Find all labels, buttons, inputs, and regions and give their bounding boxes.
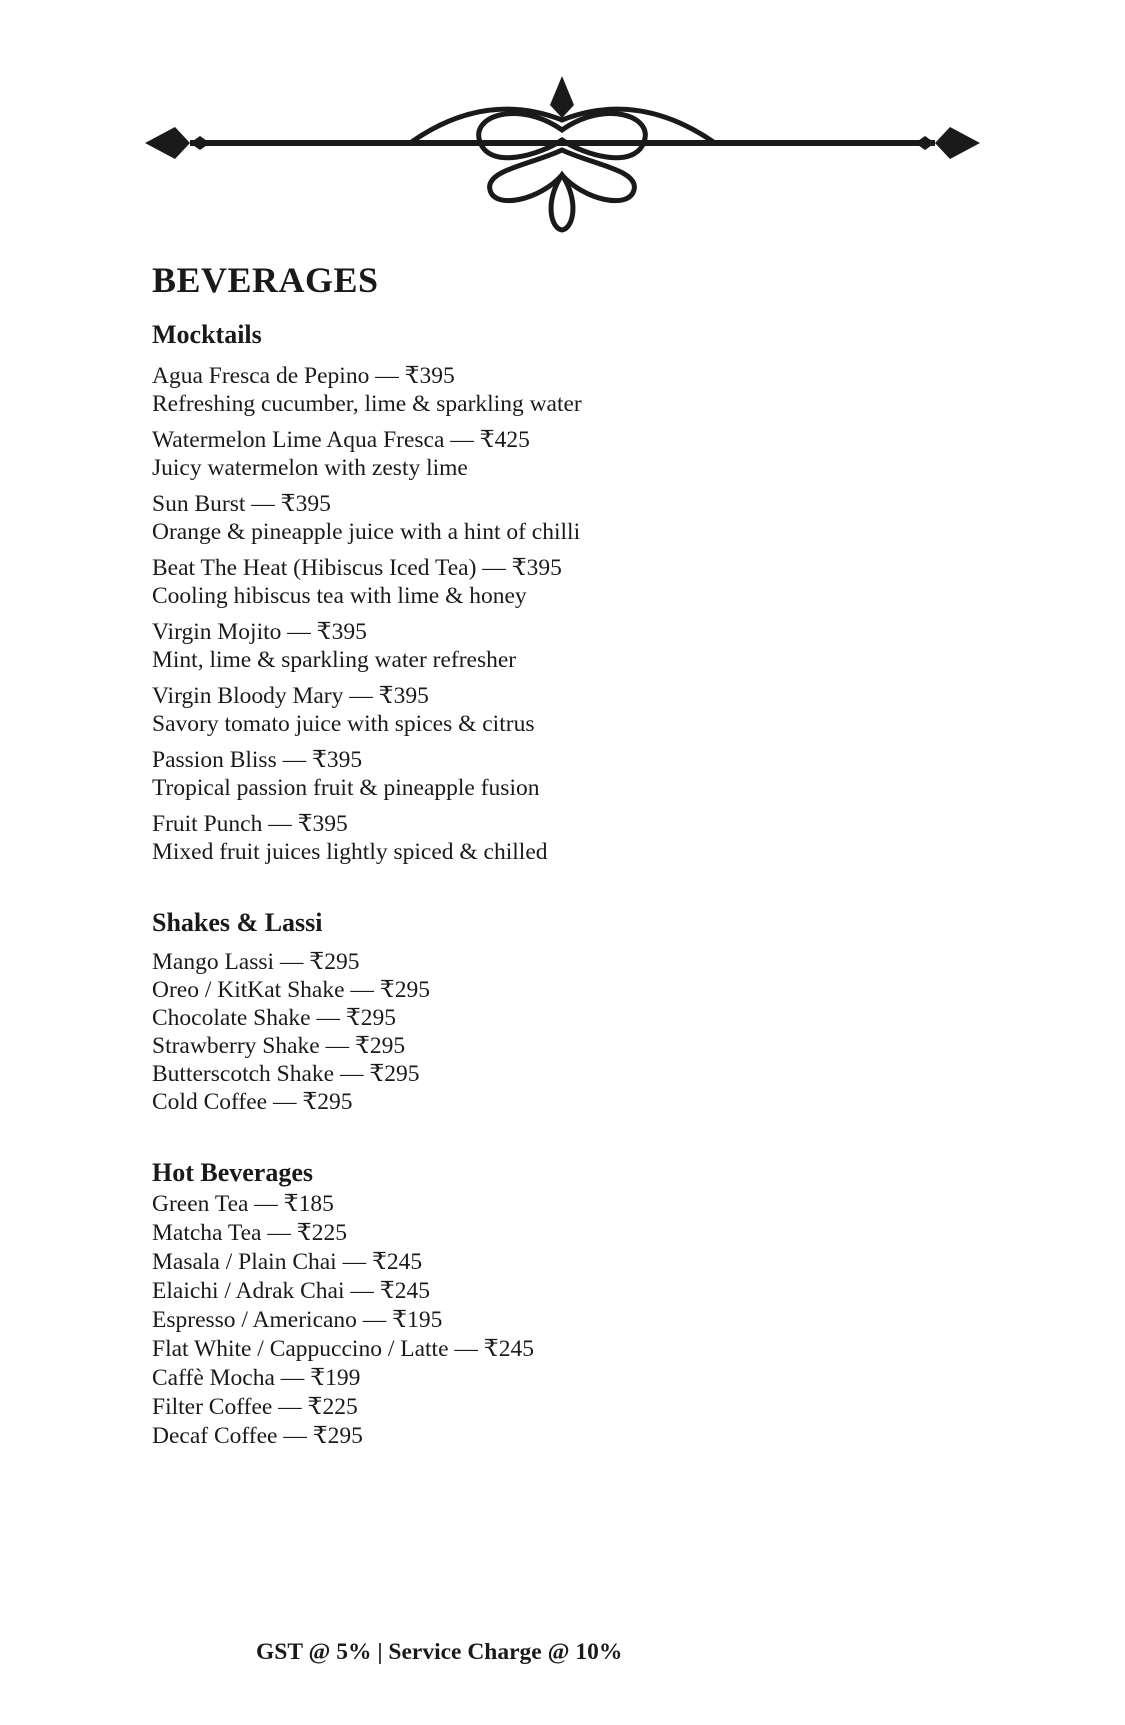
- menu-item: [152, 490, 1032, 546]
- hot-beverages-list: [152, 1190, 1032, 1451]
- section-title: BEVERAGES: [152, 260, 379, 300]
- mocktails-section: [152, 318, 1032, 866]
- item-name-price: Virgin Mojito — ₹395: [152, 619, 367, 645]
- shakes-list: [152, 948, 1032, 1116]
- menu-item: [152, 618, 1032, 674]
- category-title-shakes: Shakes & Lassi: [152, 908, 323, 937]
- item-description: Cooling hibiscus tea with lime & honey: [152, 583, 527, 609]
- item-description: Juicy watermelon with zesty lime: [152, 455, 468, 481]
- tax-footer-note: GST @ 5% | Service Charge @ 10%: [256, 1639, 623, 1665]
- menu-item: Oreo / KitKat Shake — ₹295: [152, 977, 430, 1003]
- menu-item: [152, 746, 1032, 802]
- menu-item: Caffè Mocha — ₹199: [152, 1365, 361, 1391]
- menu-item: [152, 362, 1032, 418]
- menu-item: Flat White / Cappuccino / Latte — ₹245: [152, 1336, 534, 1362]
- menu-item: Matcha Tea — ₹225: [152, 1220, 347, 1246]
- mocktails-list: [152, 362, 1032, 866]
- menu-item: [152, 810, 1032, 866]
- item-name-price: Fruit Punch — ₹395: [152, 811, 348, 837]
- item-description: Savory tomato juice with spices & citrus: [152, 711, 535, 737]
- item-description: Refreshing cucumber, lime & sparkling water: [152, 391, 582, 417]
- menu-item: Green Tea — ₹185: [152, 1191, 334, 1217]
- menu-item: Butterscotch Shake — ₹295: [152, 1061, 420, 1087]
- item-name-price: Passion Bliss — ₹395: [152, 747, 363, 773]
- shakes-section: [152, 906, 1032, 1116]
- menu-item: [152, 554, 1032, 610]
- item-description: Mint, lime & sparkling water refresher: [152, 647, 517, 673]
- item-description: Orange & pineapple juice with a hint of chilli: [152, 519, 581, 545]
- flourish-divider-icon: [140, 70, 985, 245]
- menu-item: Decaf Coffee — ₹295: [152, 1423, 363, 1449]
- item-name-price: Agua Fresca de Pepino — ₹395: [152, 363, 455, 389]
- item-description: Mixed fruit juices lightly spiced & chilled: [152, 839, 548, 865]
- menu-item: Espresso / Americano — ₹195: [152, 1307, 443, 1333]
- category-title-mocktails: Mocktails: [152, 320, 262, 349]
- item-name-price: Virgin Bloody Mary — ₹395: [152, 683, 429, 709]
- item-description: Tropical passion fruit & pineapple fusion: [152, 775, 540, 801]
- item-name-price: Beat The Heat (Hibiscus Iced Tea) — ₹395: [152, 555, 562, 581]
- menu-item: Mango Lassi — ₹295: [152, 949, 360, 975]
- menu-item: [152, 682, 1032, 738]
- menu-item: Strawberry Shake — ₹295: [152, 1033, 406, 1059]
- menu-item: Cold Coffee — ₹295: [152, 1089, 353, 1115]
- item-name-price: Sun Burst — ₹395: [152, 491, 331, 517]
- menu-item: [152, 426, 1032, 482]
- menu-item: Chocolate Shake — ₹295: [152, 1005, 397, 1031]
- category-title-hot-beverages: Hot Beverages: [152, 1158, 314, 1187]
- menu-item: Filter Coffee — ₹225: [152, 1394, 358, 1420]
- menu-item: Elaichi / Adrak Chai — ₹245: [152, 1278, 430, 1304]
- menu-item: Masala / Plain Chai — ₹245: [152, 1249, 423, 1275]
- item-name-price: Watermelon Lime Aqua Fresca — ₹425: [152, 427, 530, 453]
- menu-content: [152, 256, 1032, 1451]
- hot-beverages-section: [152, 1156, 1032, 1451]
